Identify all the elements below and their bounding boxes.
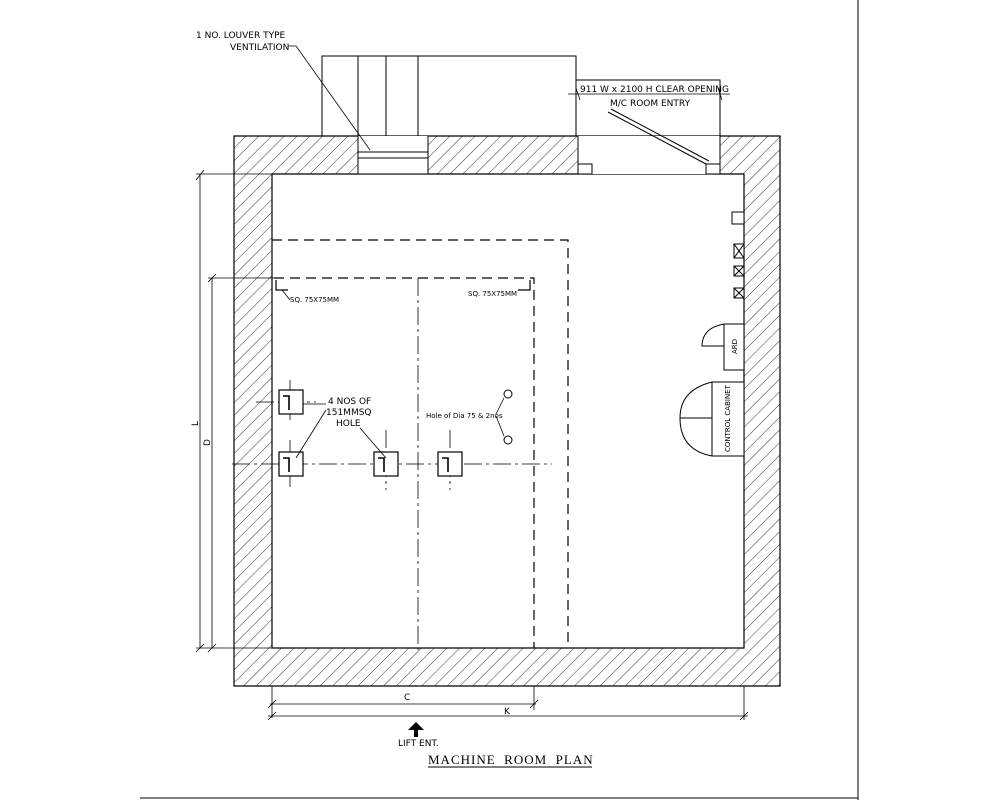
sq-label-left: SQ. 75X75MM xyxy=(290,296,340,304)
lift-entrance-label: LIFT ENT. xyxy=(398,739,439,749)
holes-label-line1: 4 NOS OF xyxy=(328,397,372,407)
round-hole-1 xyxy=(504,390,512,398)
square-hole-4 xyxy=(438,452,462,476)
dimension-k-label: K xyxy=(504,707,510,717)
sq-label-right: SQ. 75X75MM xyxy=(468,290,518,298)
dimension-c-label: C xyxy=(404,693,411,703)
drawing-title: MACHINE ROOM PLAN xyxy=(428,752,594,767)
sq-marker-left xyxy=(276,280,288,290)
louver-ventilation xyxy=(358,136,428,174)
square-hole-3 xyxy=(374,452,398,476)
holes-label-line2: 151MMSQ xyxy=(326,408,372,418)
louver-label-line2: VENTILATION xyxy=(230,43,290,53)
square-hole-2 xyxy=(279,452,303,476)
dimension-d-label: D xyxy=(203,439,213,446)
external-stair-structure xyxy=(322,56,720,136)
round-hole-label: Hole of Dia 75 & 2nos xyxy=(426,412,503,420)
control-cabinet xyxy=(680,382,744,456)
mc-room-entry-door xyxy=(578,109,720,174)
dimension-c xyxy=(268,686,538,718)
dimension-l-label: L xyxy=(191,420,201,426)
holes-label-line3: HOLE xyxy=(336,419,361,429)
round-hole-2 xyxy=(504,436,512,444)
opening-label-line2: M/C ROOM ENTRY xyxy=(610,99,691,109)
ard-label: ARD xyxy=(731,338,739,354)
sq-leader-left xyxy=(282,290,290,300)
sq-marker-right xyxy=(518,280,530,290)
lift-entrance-arrow-icon xyxy=(408,722,424,737)
control-cabinet-label: CONTROL CABINET xyxy=(724,385,732,452)
wall-fixtures xyxy=(732,212,744,298)
hatched-walls xyxy=(234,136,780,686)
square-hole-1 xyxy=(279,390,303,414)
opening-label-line1: 911 W x 2100 H CLEAR OPENING xyxy=(580,85,729,95)
louver-label-line1: 1 NO. LOUVER TYPE xyxy=(196,31,286,41)
